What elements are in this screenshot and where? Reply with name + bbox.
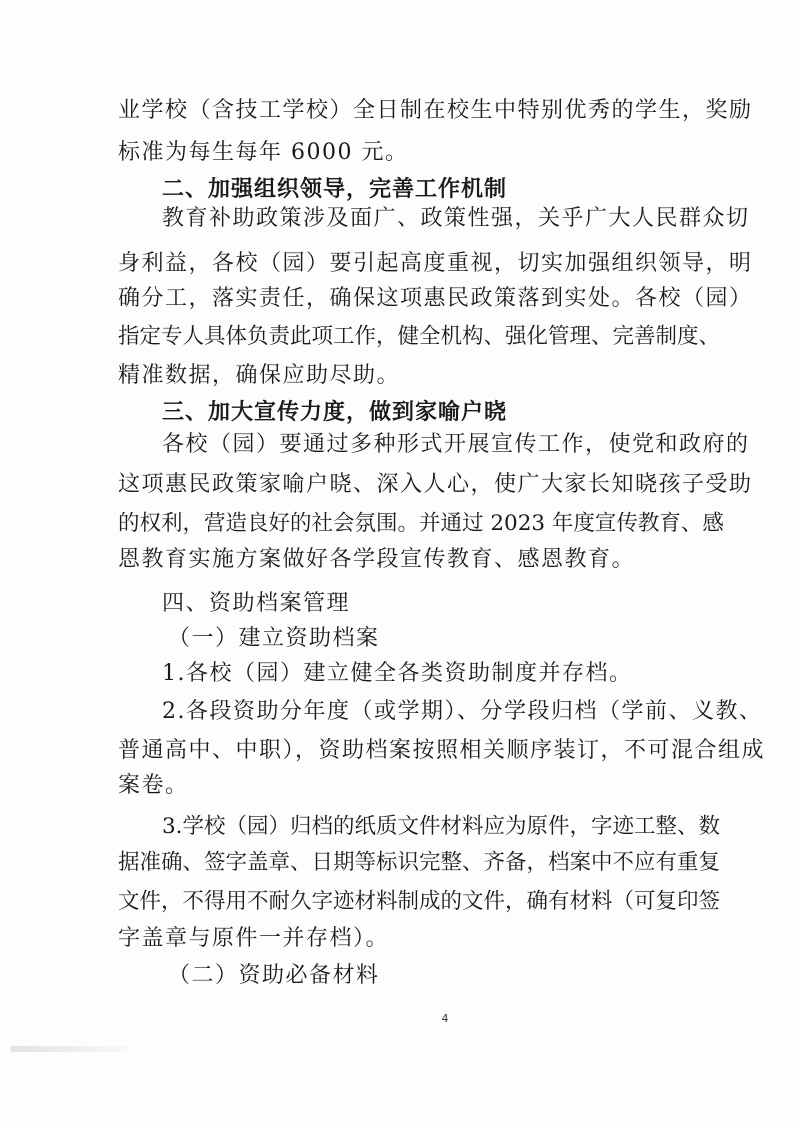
body-line: 字盖章与原件一并存档）。 bbox=[118, 926, 390, 951]
body-line: 业学校（含技工学校）全日制在校生中特别优秀的学生，奖励 bbox=[118, 98, 753, 123]
body-line: 案卷。 bbox=[118, 773, 189, 798]
subsection-heading: （二）资助必备材料 bbox=[168, 963, 380, 988]
body-line: 恩教育实施方案做好各学段宣传教育、感恩教育。 bbox=[118, 547, 636, 572]
body-line: 的权利，营造良好的社会氛围。并通过 2023 年度宣传教育、感 bbox=[118, 511, 724, 536]
body-line: 精准数据，确保应助尽助。 bbox=[118, 363, 401, 388]
body-line: 教育补助政策涉及面广、政策性强，关乎广大人民群众切 bbox=[162, 206, 750, 231]
body-line: 这项惠民政策家喻户晓、深入人心，使广大家长知晓孩子受助 bbox=[118, 472, 753, 497]
section-heading: 二、加强组织领导，完善工作机制 bbox=[162, 177, 508, 202]
section-heading: 三、加大宣传力度，做到家喻户晓 bbox=[162, 400, 508, 425]
section-heading: 四、资助档案管理 bbox=[162, 591, 351, 616]
list-item: 3.学校（园）归档的纸质文件材料应为原件，字迹工整、数 bbox=[162, 814, 721, 839]
body-line: 身利益，各校（园）要引起高度重视，切实加强组织领导，明 bbox=[118, 251, 753, 276]
list-item: 2.各段资助分年度（或学期）、分学段归档（学前、义教、 bbox=[162, 699, 763, 724]
body-line: 指定专人具体负责此项工作，健全机构、强化管理、完善制度、 bbox=[118, 324, 721, 349]
body-line: 普通高中、中职），资助档案按照相关顺序装订，不可混合组成 bbox=[118, 738, 766, 763]
body-line: 标准为每生每年 6000 元。 bbox=[118, 140, 409, 165]
page-number: 4 bbox=[441, 1012, 449, 1025]
body-line: 各校（园）要通过多种形式开展宣传工作，使党和政府的 bbox=[162, 432, 750, 457]
list-item: 1.各校（园）建立健全各类资助制度并存档。 bbox=[162, 661, 633, 686]
subsection-heading: （一）建立资助档案 bbox=[168, 626, 380, 651]
scan-smudge bbox=[10, 1046, 130, 1052]
body-line: 文件，不得用不耐久字迹材料制成的文件，确有材料（可复印签 bbox=[118, 889, 721, 914]
body-line: 据准确、签字盖章、日期等标识完整、齐备，档案中不应有重复 bbox=[118, 850, 721, 875]
body-line: 确分工，落实责任，确保这项惠民政策落到实处。各校（园） bbox=[118, 286, 753, 311]
